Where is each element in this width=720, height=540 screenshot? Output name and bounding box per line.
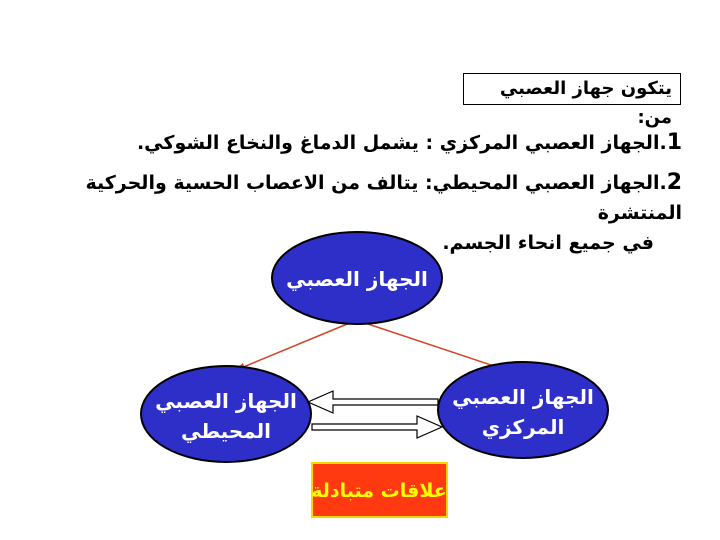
connector-arrow-right bbox=[362, 322, 512, 372]
item-term: الجهاز العصبي المركزي : bbox=[425, 132, 660, 154]
item-dot: . bbox=[659, 172, 667, 194]
top-node-label: الجهاز العصبي bbox=[286, 267, 428, 291]
item-term: الجهاز العصبي المحيطي: bbox=[425, 172, 660, 194]
item-description-cont: في جميع انحاء الجسم. bbox=[442, 232, 654, 254]
item-number: 1 bbox=[666, 130, 682, 155]
relation-label: علاقات متبادلة bbox=[311, 480, 447, 502]
exchange-arrow-right bbox=[312, 416, 442, 438]
right-node-label-line1: الجهاز العصبي bbox=[452, 385, 594, 409]
heading-text: يتكون جهاز العصبي من: bbox=[499, 78, 672, 128]
item-number: 2 bbox=[666, 170, 682, 195]
right-node-label-line2: المركزي bbox=[481, 415, 565, 439]
left-node-label-line2: المحيطي bbox=[180, 419, 272, 443]
item-description: يتالف من الاعصاب الحسية والحركية المنتشرة bbox=[85, 172, 682, 224]
connector-arrow-left bbox=[236, 322, 352, 370]
exchange-arrow-left bbox=[308, 391, 438, 413]
item-dot: . bbox=[659, 132, 667, 154]
left-node bbox=[141, 366, 311, 462]
left-node-label-line1: الجهاز العصبي bbox=[155, 389, 297, 413]
item-description: يشمل الدماغ والنخاع الشوكي. bbox=[136, 132, 419, 154]
right-node bbox=[438, 362, 608, 458]
